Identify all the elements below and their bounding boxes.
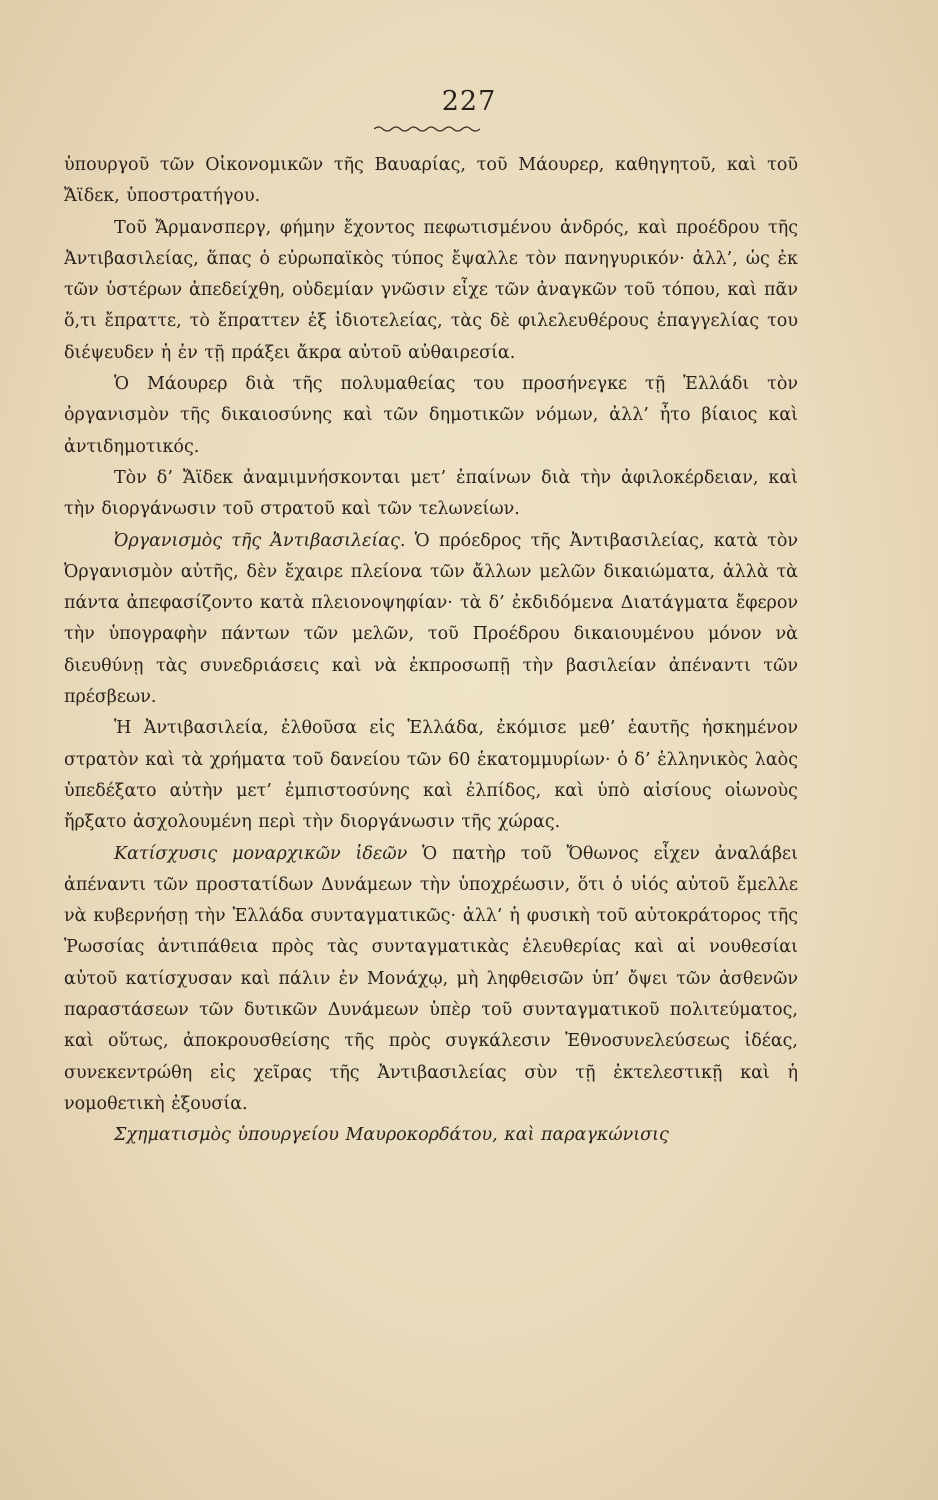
paragraph-text: Ὁ πρόεδρος τῆς Ἀντιβασιλείας, κατὰ τὸν Ὀργανισμὸν αὐτῆς, δὲν ἔχαιρε πλείονα τῶν ἄλλων μελῶν δικαιώματα, ἀλλὰ τὰ πάντα ἀπεφασίζοντο κατὰ πλειονοψηφίαν· τὰ δ’ ἐκδιδόμενα Διατάγματα ἔφερον τὴν ὑπογραφὴν πάντων τῶν μελῶν, τοῦ Προέδρου δικαιουμένου μόνον νὰ διευθύνῃ τὰς συνεδριάσεις καὶ νὰ ἐκπροσωπῇ τὴν βασιλείαν ἀπέναντι τῶν πρέσβεων. (64, 530, 798, 708)
paragraph-text: Ὁ Μάουρερ διὰ τῆς πολυμαθείας του προσήνεγκε τῇ Ἑλλάδι τὸν ὀργανισμὸν τῆς δικαιοσύνης καὶ τῶν δημοτικῶν νόμων, ἀλλ’ ἦτο βίαιος καὶ ἀντιδημοτικός. (64, 374, 798, 457)
text-body (64, 150, 798, 1152)
paragraph-regency-arrival (64, 713, 798, 838)
paragraph-heideck (64, 463, 798, 526)
page-number: 227 (441, 86, 497, 117)
paragraph-armansperg (64, 213, 798, 369)
paragraph-continuation (64, 150, 798, 213)
paragraph-text: ὑπουργοῦ τῶν Οἰκονομικῶν τῆς Βαυαρίας, τοῦ Μάουρερ, καθηγητοῦ, καὶ τοῦ Ἄϊδεκ, ὑποστρατήγου. (64, 155, 798, 207)
side-heading: Ὀργανισμὸς τῆς Ἀντιβασιλείας. (114, 530, 406, 551)
paragraph-text: Ἡ Ἀντιβασιλεία, ἐλθοῦσα εἰς Ἑλλάδα, ἐκόμισε μεθ’ ἑαυτῆς ἠσκημένον στρατὸν καὶ τὰ χρήματα τοῦ δανείου τῶν 60 ἑκατομμυρίων· ὁ δ’ ἑλληνικὸς λαὸς ὑπεδέξατο αὐτὴν μετ’ ἐμπιστοσύνης καὶ ἐλπίδος, καὶ ὑπὸ αἰσίους οἰωνοὺς ἤρξατο ἀσχολουμένη περὶ τὴν διοργάνωσιν τῆς χώρας. (64, 718, 798, 833)
side-heading: Κατίσχυσις μοναρχικῶν ἰδεῶν (114, 843, 408, 864)
paragraph-maurer (64, 369, 798, 463)
paragraph-text: Ὁ πατὴρ τοῦ Ὄθωνος εἶχεν ἀναλάβει ἀπέναντι τῶν προστατίδων Δυνάμεων τὴν ὑποχρέωσιν, ὅτι ὁ υἱός αὐτοῦ ἔμελλε νὰ κυβερνήσῃ τὴν Ἑλλάδα συνταγματικῶς· ἀλλ’ ἡ φυσικὴ τοῦ αὐτοκράτορος τῆς Ῥωσσίας ἀντιπάθεια πρὸς τὰς συνταγματικὰς ἐλευθερίας καὶ αἱ νουθεσίαι αὐτοῦ κατίσχυσαν καὶ πάλιν ἐν Μονάχῳ, μὴ ληφθεισῶν ὑπ’ ὄψει τῶν ἀσθενῶν παραστάσεων τῶν δυτικῶν Δυνάμεων ὑπὲρ τοῦ συνταγματικοῦ πολιτεύματος, καὶ οὕτως, ἀποκρουσθείσης τῆς πρὸς συγκάλεσιν Ἐθνοσυνελεύσεως ἰδέας, συνεκεντρώθη εἰς χεῖρας τῆς Ἀντιβασιλείας σὺν τῇ ἐκτελεστικῇ καὶ ἡ νομοθετικὴ ἐξουσία. (64, 843, 798, 1114)
paragraph-monarchic-ideas (64, 839, 798, 1121)
paragraph-text: Τοῦ Ἄρμανσπεργ, φήμην ἔχοντος πεφωτισμένου ἀνδρός, καὶ προέδρου τῆς Ἀντιβασιλείας, ἅπας ὁ εὐρωπαϊκὸς τύπος ἔψαλλε τὸν πανηγυρικόν· ἀλλ’, ὡς ἐκ τῶν ὑστέρων ἀπεδείχθη, οὐδεμίαν γνῶσιν εἶχε τῶν ἀναγκῶν τοῦ τόπου, καὶ πᾶν ὅ,τι ἔπραττε, τὸ ἔπραττεν ἐξ ἰδιοτελείας, τὰς δὲ φιλελευθέρους ἐπαγγελίας του διέψευδεν ἡ ἐν τῇ πράξει ἄκρα αὐτοῦ αὐθαιρεσία. (64, 217, 798, 363)
side-heading: Σχηματισμὸς ὑπουργείου Μαυροκορδάτου, καὶ παραγκώνισις (114, 1125, 669, 1146)
wavy-rule-ornament (374, 124, 480, 134)
paragraph-organization (64, 526, 798, 714)
paragraph-mavrokordatos (64, 1120, 798, 1151)
paragraph-text: Τὸν δ’ Ἄϊδεκ ἀναμιμνήσκονται μετ’ ἐπαίνων διὰ τὴν ἀφιλοκέρδειαν, καὶ τὴν διοργάνωσιν τοῦ στρατοῦ καὶ τῶν τελωνείων. (64, 467, 798, 520)
